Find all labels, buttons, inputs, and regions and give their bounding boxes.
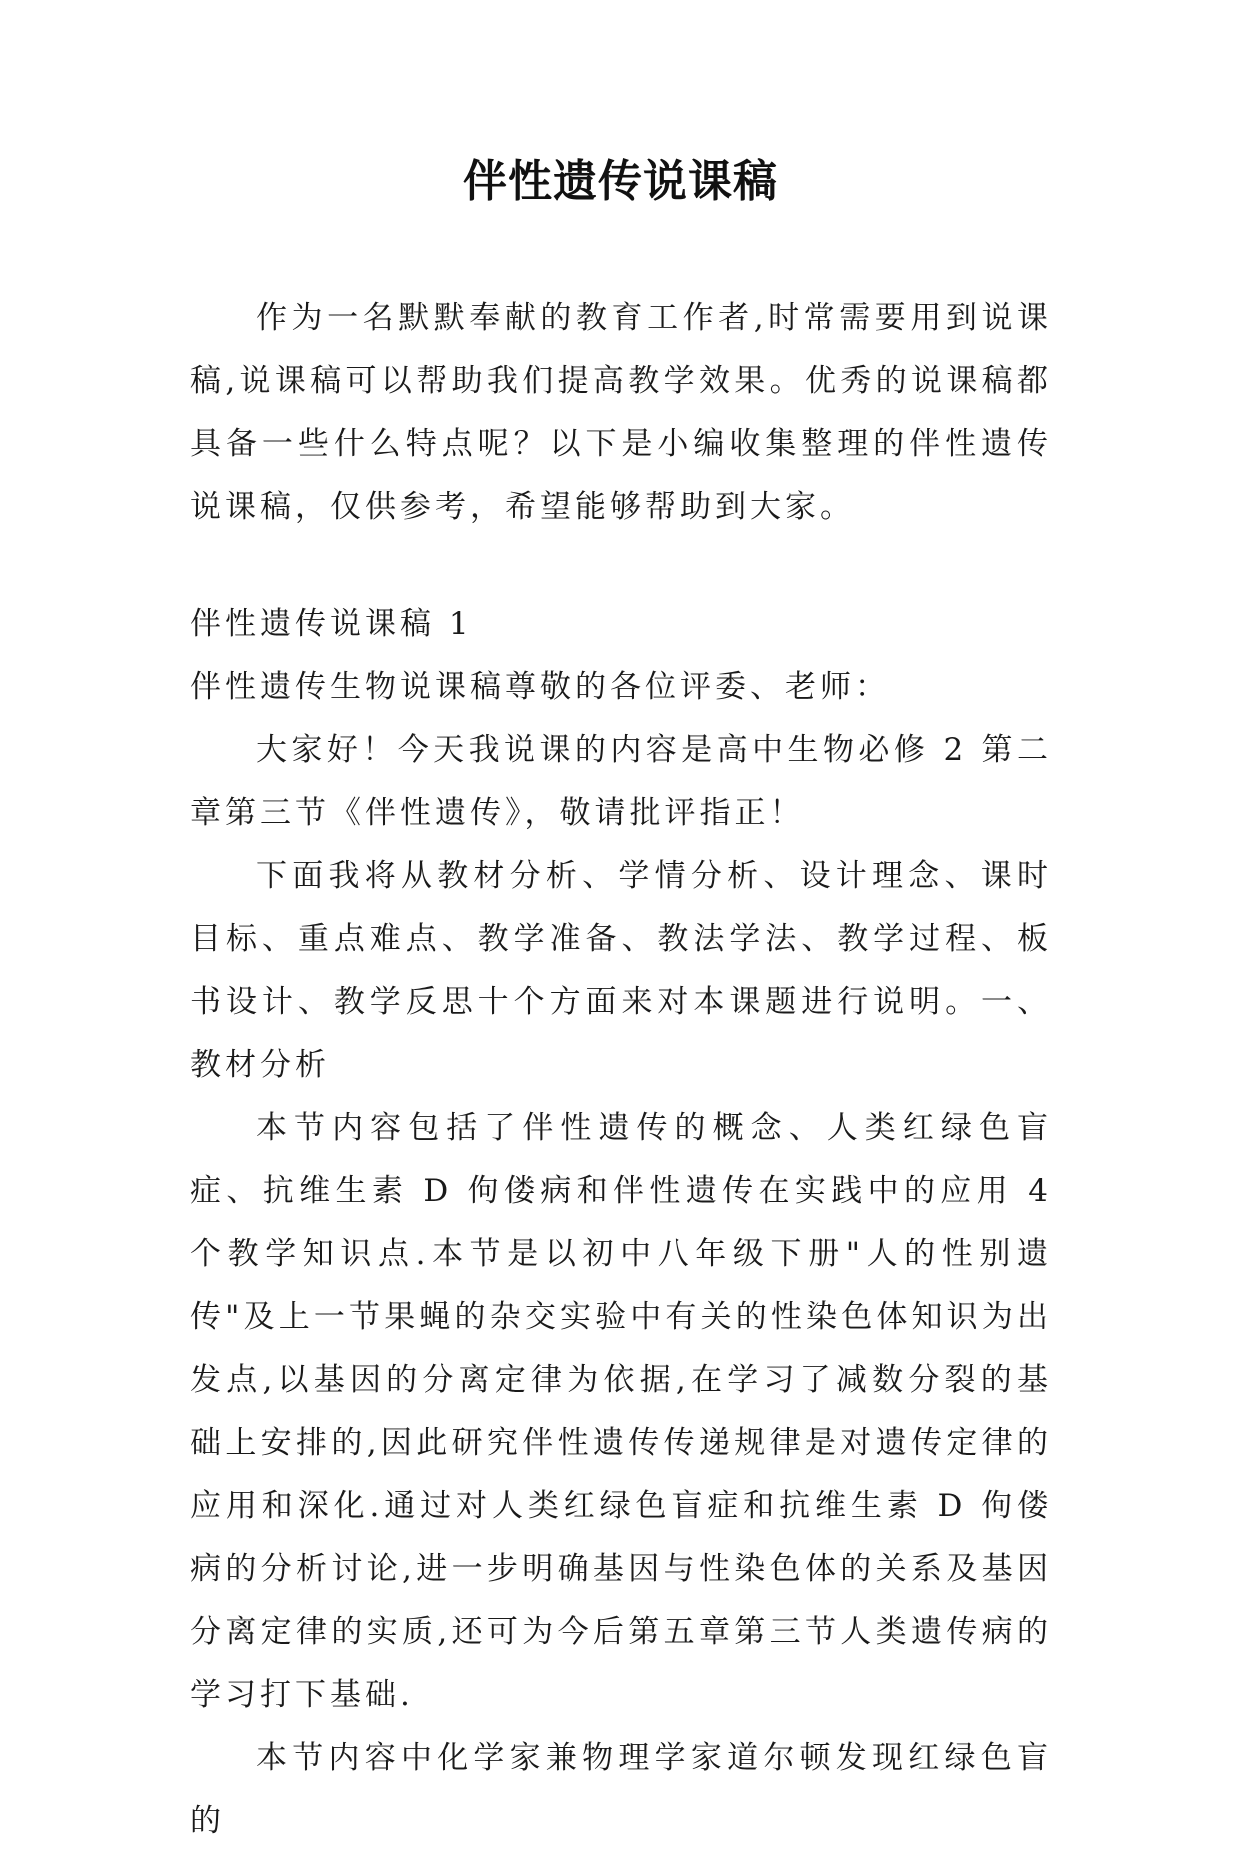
greeting-paragraph: 大家好！今天我说课的内容是高中生物必修 2 第二章第三节《伴性遗传》，敬请批评指正！	[190, 732, 1052, 831]
continued-paragraph: 本节内容中化学家兼物理学家道尔顿发现红绿色盲的	[190, 1740, 1052, 1839]
outline-paragraph: 下面我将从教材分析、学情分析、设计理念、课时目标、重点难点、教学准备、教法学法、教学过程、板书设计、教学反思十个方面来对本课题进行说明。一、教材分析	[190, 858, 1052, 1083]
textbook-analysis-paragraph: 本节内容包括了伴性遗传的概念、人类红绿色盲症、抗维生素 D 佝偻病和伴性遗传在实践中的应用 4 个教学知识点.本节是以初中八年级下册"人的性别遗传"及上一节果蝇的杂交实验中有关的性染色体知识为出发点,以基因的分离定律为依据,在学习了减数分裂的基础上安排的,因此研究伴性遗传传递规律是对遗传定律的应用和深化.通过对人类红绿色盲症和抗维生素 D 佝偻病的分析讨论,进一步明确基因与性染色体的关系及基因分离定律的实质,还可为今后第五章第三节人类遗传病的学习打下基础.	[190, 1110, 1052, 1713]
paragraph-spacer	[190, 539, 1052, 593]
document-body	[190, 287, 1052, 1853]
salutation-paragraph: 伴性遗传生物说课稿尊敬的各位评委、老师：	[190, 669, 890, 705]
intro-paragraph: 作为一名默默奉献的教育工作者,时常需要用到说课稿,说课稿可以帮助我们提高教学效果。优秀的说课稿都具备一些什么特点呢？以下是小编收集整理的伴性遗传说课稿，仅供参考，希望能够帮助到大家。	[190, 300, 1052, 525]
document-title: 伴性遗传说课稿	[463, 156, 778, 207]
section-heading: 伴性遗传说课稿 1	[190, 606, 473, 642]
